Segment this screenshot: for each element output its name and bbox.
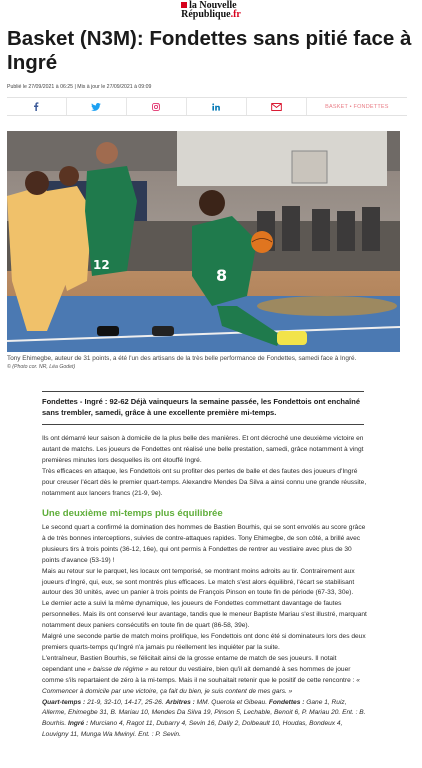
paragraph: Très efficaces en attaque, les Fondettois ont su profiter des pertes de balle et des fautes des joueurs d'Ingré pour creuser l'écart dès le premier quart-temps. Alexandre Mendes Da Silva a ainsi connu une grande réussite, notamment aux lancers francs (21-9, 9e). (42, 467, 367, 497)
quote: « baisse de régime » (87, 665, 149, 673)
paragraph: Ils ont démarré leur saison à domicile de la plus belle des manières. Et ont décroché une deuxième victoire en autant de matchs. Les joueurs de Fondettes ont réalisé une belle prestation, samedi, grâce notamment à vingt premières minutes lors desquelles ils ont étouffé Ingré. (42, 435, 364, 464)
instagram-icon (152, 103, 160, 111)
paragraph: Le dernier acte a suivi la même dynamique, les joueurs de Fondettes commettant davantage de fautes personnelles. Mais ils ont conservé leur avantage, tandis que le meneur Baptiste Mariau s'est illustré, marquant notamment deux paniers consécutifs en toute fin de quart (86-58, 39e). (42, 600, 367, 630)
email-icon (271, 103, 282, 111)
paragraph: Malgré une seconde partie de match moins prolifique, les Fondettois ont donc été si dominateurs lors des deux premiers quarts-temps qu'Ingré n'a jamais pu réellement les inquiéter par la suite. (42, 633, 366, 651)
publish-meta: Publié le 27/09/2021 à 06:25 | Mis à jour le 27/09/2021 à 09:09 (7, 84, 152, 90)
article-subheading: Une deuxième mi-temps plus équilibrée (42, 508, 223, 519)
svg-text:8: 8 (216, 266, 228, 285)
logo-line1: la Nouvelle (189, 0, 237, 11)
share-bar (7, 97, 407, 116)
match-sheet: Quart-temps : 21-9, 32-10, 14-17, 25-26. Arbitres : MM. Querola et Gibeau. Fondettes : Gane 1, Ruiz, Allerme, Ehimegbe 31, B. Mariau 10, Mendes Da Silva 19, Pinson 5, Lechable, Benoit 6, P. Mariau 20. Ent. : B. Bourhis. Ingré : Murciano 4, Ragot 11, Dubarry 4, Sevin 16, Dally 2, Dolbeault 10, Houdas, Bondeux 4, Louvigny 11, Munga Wa Mwinyi. Ent. : P. Sevin. (42, 698, 366, 739)
photo-credit: © (Photo cor. NR, Léa Godet) (7, 364, 76, 370)
article-title: Basket (N3M): Fondettes sans pitié face à Ingré (7, 27, 412, 74)
article-lead: Fondettes - Ingré : 92-62 Déjà vainqueurs la semaine passée, les Fondettois ont enchaîné sans trembler, samedi, grâce à une excellente première mi-temps. (42, 391, 364, 425)
linkedin-icon (212, 103, 220, 111)
article-body-main (42, 523, 368, 741)
share-email-button[interactable] (247, 98, 307, 115)
share-facebook-button[interactable] (7, 98, 67, 115)
logo-mark-icon (181, 2, 187, 8)
paragraph: Mais au retour sur le parquet, les locaux ont temporisé, se montrant moins adroits au tir. Contrairement aux joueurs d'Ingré, qui, eux, se sont montrés plus efficaces. Le match s'est alors équilibré, l'écart se stabilisant autour des 30 unités, avec un panier à trois points de François Pinson en toute fin de période (67-33, 30e). (42, 567, 355, 597)
article-body-intro (42, 434, 368, 499)
share-instagram-button[interactable] (127, 98, 187, 115)
paragraph: Le second quart a confirmé la domination des hommes de Bastien Bourhis, qui se sont envolés au score grâce à de très bonnes interceptions, suivies de contre-attaques rapides. Tony Ehimegbe, de son côté, a brillé avec plusieurs tirs à trois points (36-12, 16e), qui ont permis à Fondettes de rentrer au vestiaire avec plus de 30 points d'avance (53-19) ! (42, 524, 366, 564)
paragraph-coach: L'entraîneur, Bastien Bourhis, se félicitait ainsi de la grosse entame de match de ses joueurs. Il notait cependant une « baisse de régime » au retour du vestiaire, bien qu'il ait demandé à ses hommes de jouer comme s'ils repartaient de zéro à la mi-temps. Mais il ne souhaitait retenir que le positif de cette rencontre : « Commencer à domicile par une victoire, ça fait du bien, je suis content de mes gars. » (42, 654, 360, 695)
share-twitter-button[interactable] (67, 98, 127, 115)
photo-caption: Tony Ehimegbe, auteur de 31 points, a été l'un des artisans de la très belle performance de Fondettes, samedi face à Ingré. (7, 355, 357, 362)
share-linkedin-button[interactable] (187, 98, 247, 115)
svg-text:12: 12 (93, 258, 110, 272)
site-logo[interactable] (0, 1, 422, 21)
logo-line2: République.fr (181, 9, 241, 20)
twitter-icon (91, 103, 101, 111)
quote: « Commencer à domicile par une victoire, ça fait du bien, je suis content de mes gars. » (42, 676, 360, 695)
article-photo (7, 131, 400, 352)
article-tags[interactable] (307, 98, 407, 115)
facebook-icon (33, 102, 39, 111)
tags-label: BASKET • FONDETTES (325, 103, 389, 110)
